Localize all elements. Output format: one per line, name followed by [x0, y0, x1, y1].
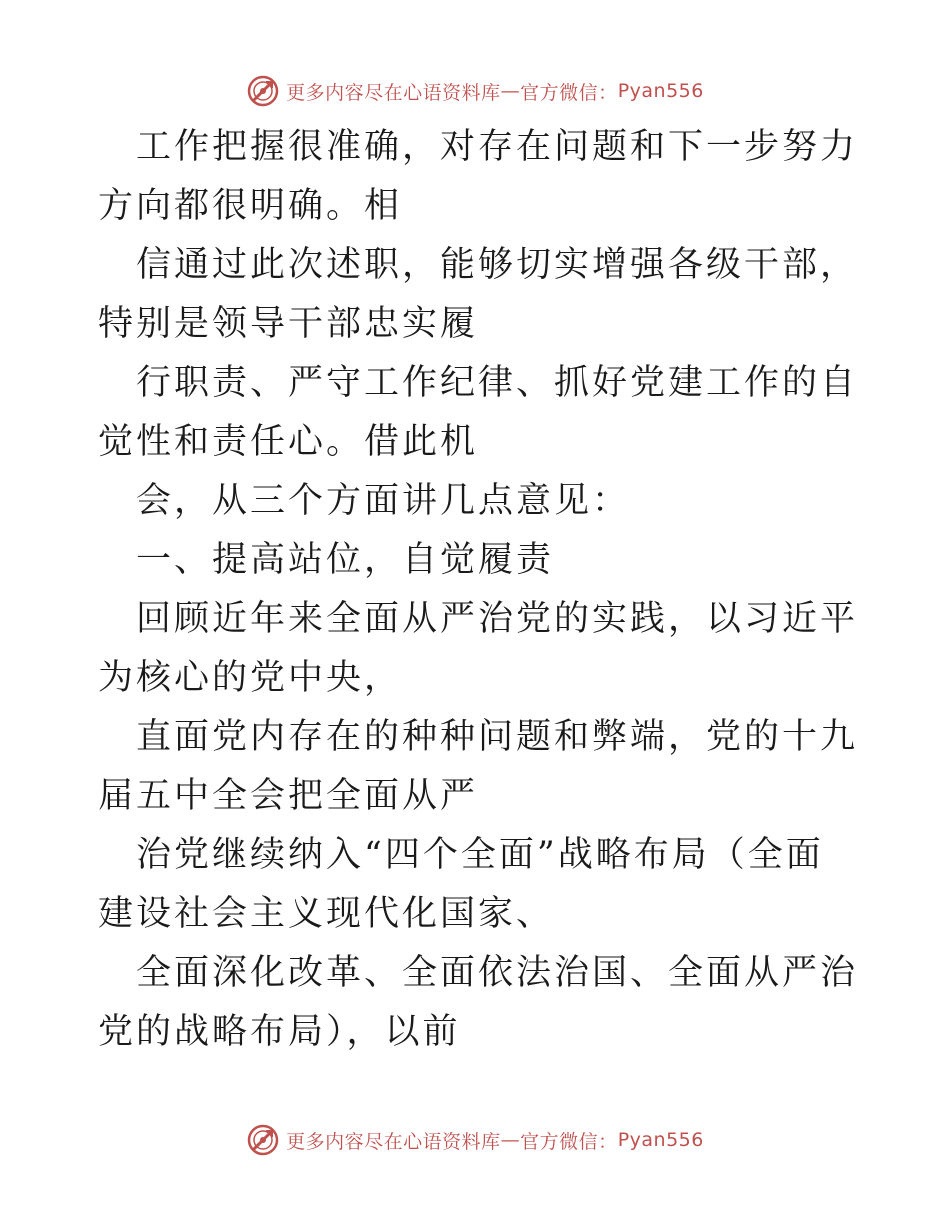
wechat-id: Pyan556: [617, 1129, 704, 1151]
header-banner: [0, 71, 950, 111]
paragraph: 治党继续纳入“四个全面”战略布局（全面建设社会主义现代化国家、: [98, 835, 824, 934]
paragraph: 回顾近年来全面从严治党的实践，以习近平为核心的党中央，: [98, 599, 859, 698]
wechat-label: 官方微信：: [520, 81, 618, 104]
logo-icon: [246, 1123, 280, 1157]
logo-icon: [246, 74, 280, 108]
paragraph: 信通过此次述职，能够切实增强各级干部，特别是领导干部忠实履: [98, 245, 859, 344]
paragraph: 会，从三个方面讲几点意见：: [136, 481, 631, 521]
paragraph: 工作把握很准确，对存在问题和下一步努力方向都很明确。相: [98, 127, 859, 226]
paragraph: 直面党内存在的种种问题和弊端，党的十九届五中全会把全面从严: [98, 717, 859, 816]
footer-banner: [0, 1120, 950, 1160]
banner-separator: —: [500, 1129, 521, 1151]
paragraph: 全面深化改革、全面依法治国、全面从严治党的战略布局），以前: [98, 953, 859, 1052]
wechat-label: 官方微信：: [520, 1130, 618, 1153]
section-heading: 一、提高站位，自觉履责: [136, 540, 555, 580]
banner-separator: —: [500, 80, 521, 102]
wechat-id: Pyan556: [617, 80, 704, 102]
paragraph: 行职责、严守工作纪律、抓好党建工作的自觉性和责任心。借此机: [98, 363, 859, 462]
banner-text: 更多内容尽在心语资料库: [286, 81, 501, 104]
document-body: [98, 118, 858, 1062]
banner-text: 更多内容尽在心语资料库: [286, 1130, 501, 1153]
